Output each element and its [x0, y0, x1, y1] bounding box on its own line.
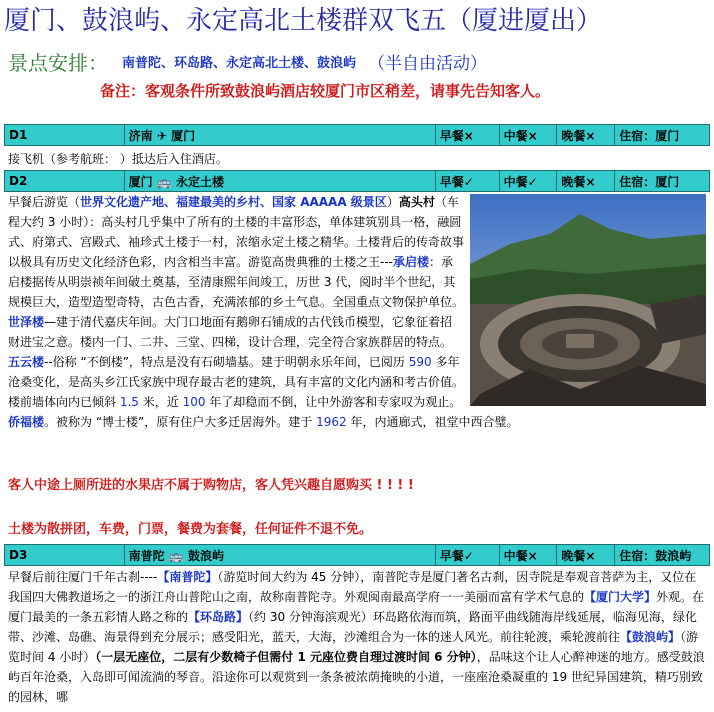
day-number: D3	[5, 545, 125, 565]
d1-text: 接飞机（参考航班： ）抵达后入住酒店。	[8, 152, 228, 166]
breakfast-status: 早餐✓	[436, 545, 500, 565]
d2-spot-name: 世泽楼	[8, 315, 45, 329]
d2-spot-name: 侨福楼	[8, 415, 45, 429]
d2-description	[8, 192, 706, 432]
d3-text: 外观。在厦门最美的一条五彩情人路之称的	[8, 590, 705, 624]
day-header-d3	[4, 544, 710, 566]
d3-spot-name: 【厦门大学】	[584, 590, 657, 604]
d2-text: ）	[386, 195, 399, 209]
breakfast-status: 早餐✓	[436, 171, 500, 191]
lunch-status: 中餐✓	[500, 171, 558, 191]
dinner-status: 晚餐×	[557, 171, 615, 191]
d2-text: ：承启楼据传从明崇祯年间破土奠基，至清康熙年间竣工，历世 3 代，阅时半个世纪，其规模巨大，造型造型奇特，古色古香，充满浓郁的乡土气息。全国重点文物保护单位。	[8, 255, 465, 309]
stay-info: 住宿：厦门	[619, 174, 680, 189]
d3-text: 早餐后前往厦门千年古刹----	[8, 570, 158, 584]
d2-text: 。被称为 “博士楼”，原有住户大多迁居海外。建于	[44, 415, 317, 429]
d2-highlight: 世界文化遗产地、福建最美的乡村、国家 AAAAA 级景区	[80, 195, 387, 209]
d3-text: （游览时间 4 小时）	[8, 630, 699, 664]
d2-number: 100	[182, 395, 206, 409]
d2-number: 590	[408, 355, 432, 369]
page-title: 厦门、鼓浪屿、永定高北土楼群双飞五（厦进厦出）	[4, 6, 603, 36]
tulou-photo-image	[470, 194, 706, 406]
d3-text: ，品味这个让人心醉神迷的地方。感受鼓浪屿百年沧桑，入岛即可闻流淌的琴音。沿途你可以观赏到一条条被浓荫掩映的小道，一座座沧桑凝重的 19 世纪异国建筑，精巧别致的园林，哪	[8, 650, 705, 704]
tulou-photo	[470, 194, 706, 406]
d2-text: （车程大约 3 小时）：高头村几乎集中了所有的土楼的丰富形态，单体建筑别具一格，融圆式、府第式、宫殿式、袖珍式土楼于一村，浓缩永定土楼之精华。土楼背后的传奇故事以极具有历史文化经济色彩，内含相当丰富。游览高贵典雅的土楼之王---	[8, 195, 465, 269]
d2-spot-name: 五云楼	[8, 355, 45, 369]
warning-shopping: 客人中途上厕所进的水果店不属于购物店，客人凭兴趣自愿购买 ! ! ! !	[8, 478, 414, 493]
stay-info: 住宿：鼓浪屿	[619, 548, 692, 563]
warning-no-refund: 土楼为散拼团，车费，门票，餐费为套餐，任何证件不退不免。	[8, 522, 373, 537]
day-header-d1	[4, 124, 710, 146]
day-route: 南普陀 🚌 鼓浪屿	[125, 545, 436, 565]
d2-text: --俗称 “不倒楼”，特点是没有石砌墙基。建于明朝永乐年间，已阅历	[44, 355, 409, 369]
d3-spot-name: 【鼓浪屿】	[620, 630, 681, 644]
d2-spot-name: 高头村	[398, 195, 435, 209]
d3-text: （约 30 分钟海滨观光）环岛路依海而筑，路面平曲线随海岸线延展，临海见海，绿化带、沙滩、岛礁、海景得到充分展示；感受阳光，蓝天，大海，沙滩组合为一体的迷人风光。前往轮渡，乘轮渡前往	[8, 610, 697, 644]
day-header-d2	[4, 170, 710, 192]
lunch-status: 中餐×	[500, 545, 558, 565]
breakfast-status: 早餐×	[436, 125, 500, 145]
d3-text: （游览时间大约为 45 分钟），南普陀寺是厦门著名古刹，因寺院是奉观音菩萨为主，又位在我国四大佛教道场之一的浙江舟山普陀山之南，故称南普陀寺。外观闽南最高学府一一美丽而富有学术气息的	[8, 570, 697, 604]
day-number: D2	[5, 171, 125, 191]
d2-text: —建于清代嘉庆年间。大门口地面有鹅卵石铺成的古代钱币模型，它象征着招财进宝之意。楼内一门、二井、三堂、四梯，设计合理，完全符合家族群居的特点。	[8, 315, 453, 349]
d2-text: 多年沧桑变化，是高头乡江氏家族中现存最古老的建筑，具有丰富的文化内涵和考古价值。楼前墙体向内已倾斜	[8, 355, 465, 409]
d2-number: 1.5	[119, 395, 139, 409]
remark: 备注：客观条件所致鼓浪屿酒店较厦门市区稍差，请事先告知客人。	[100, 82, 551, 100]
d3-spot-name: 【环岛路】	[188, 610, 249, 624]
d3-spot-name: 【南普陀】	[157, 570, 218, 584]
arrangement-spots: 南普陀、环岛路、永定高北土楼、鼓浪屿	[122, 55, 357, 71]
d2-text: 年了却稳而不倒，让中外游客和专家叹为观止。	[205, 395, 462, 409]
lunch-status: 中餐×	[500, 125, 558, 145]
day-route: 厦门 🚌 永定土楼	[125, 171, 436, 191]
d3-description	[8, 567, 706, 707]
d2-spot-name: 承启楼	[393, 255, 430, 269]
dinner-status: 晚餐×	[557, 125, 615, 145]
d2-text: 早餐后游览（	[8, 195, 81, 209]
d2-number: 1962	[316, 415, 347, 429]
stay-info: 住宿：厦门	[619, 128, 680, 143]
dinner-status: 晚餐×	[557, 545, 615, 565]
d3-ferry-note: （一层无座位，二层有少数椅子但需付 1 元座位费自理过渡时间 6 分钟）	[95, 650, 477, 664]
day-number: D1	[5, 125, 125, 145]
day-route: 济南 ✈ 厦门	[125, 125, 436, 145]
d2-text: 年，内通廊式，祖堂中西合璧。	[346, 415, 519, 429]
arrangement-note: （半自由活动）	[368, 53, 488, 74]
arrangement-row	[8, 46, 487, 76]
d2-text: 米，近	[138, 395, 183, 409]
arrangement-label: 景点安排：	[8, 50, 108, 75]
